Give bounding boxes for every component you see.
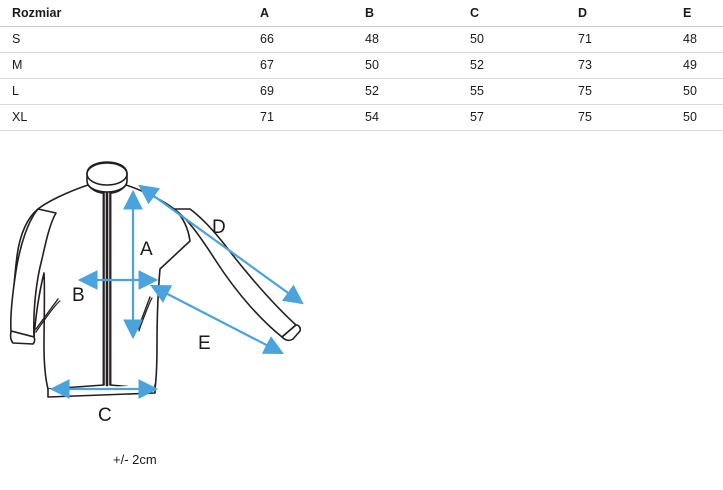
column-header-d: D: [578, 0, 683, 26]
cell-a: 69: [260, 78, 365, 104]
cell-a: 66: [260, 26, 365, 52]
cell-e: 49: [683, 52, 723, 78]
label-e: E: [198, 332, 211, 354]
size-label: XL: [0, 104, 260, 130]
table-row: [0, 26, 723, 52]
size-chart-table: [0, 0, 723, 131]
table-header: [0, 0, 723, 26]
table-row: [0, 104, 723, 130]
cell-b: 48: [365, 26, 470, 52]
table-row: [0, 78, 723, 104]
cell-d: 71: [578, 26, 683, 52]
cell-c: 52: [470, 52, 578, 78]
cell-c: 57: [470, 104, 578, 130]
cell-b: 52: [365, 78, 470, 104]
column-header-c: C: [470, 0, 578, 26]
cell-c: 50: [470, 26, 578, 52]
cell-d: 75: [578, 78, 683, 104]
column-header-rozmiar: Rozmiar: [0, 0, 260, 26]
measurement-diagram: [0, 141, 723, 481]
cell-c: 55: [470, 78, 578, 104]
jacket-diagram-svg: [0, 141, 723, 481]
label-c: C: [98, 404, 112, 426]
jacket-right-front: [110, 185, 190, 389]
column-header-e: E: [683, 0, 723, 26]
cell-e: 50: [683, 104, 723, 130]
size-label: L: [0, 78, 260, 104]
table-body: [0, 26, 723, 130]
label-b: B: [72, 284, 85, 306]
cell-b: 54: [365, 104, 470, 130]
cell-e: 50: [683, 78, 723, 104]
label-a: A: [140, 238, 153, 260]
right-sleeve: [174, 209, 296, 337]
collar-opening: [87, 163, 127, 185]
cell-d: 73: [578, 52, 683, 78]
cell-a: 71: [260, 104, 365, 130]
cell-a: 67: [260, 52, 365, 78]
cell-e: 48: [683, 26, 723, 52]
table-row: [0, 52, 723, 78]
tolerance-note: +/- 2cm: [113, 452, 157, 467]
size-label: S: [0, 26, 260, 52]
column-header-b: B: [365, 0, 470, 26]
size-label: M: [0, 52, 260, 78]
cell-d: 75: [578, 104, 683, 130]
column-header-a: A: [260, 0, 365, 26]
label-d: D: [212, 216, 226, 238]
table-header-row: [0, 0, 723, 26]
cell-b: 50: [365, 52, 470, 78]
